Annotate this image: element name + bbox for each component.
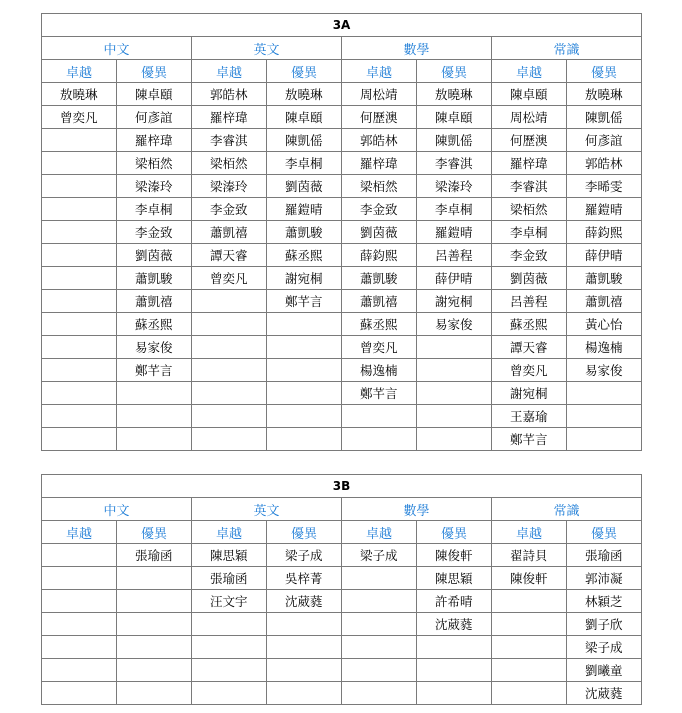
student-name-cell: [342, 613, 417, 636]
student-name-cell: [417, 382, 492, 405]
student-name-cell: [42, 336, 117, 359]
student-name-cell: [192, 613, 267, 636]
student-name-cell: 蘇丞熙: [342, 313, 417, 336]
student-name-cell: [192, 313, 267, 336]
student-name-cell: [42, 682, 117, 705]
award-level-merit: 優異: [117, 60, 192, 83]
student-name-cell: [192, 336, 267, 359]
student-name-cell: 謝宛桐: [492, 382, 567, 405]
student-name-cell: [342, 567, 417, 590]
student-name-cell: 黃心怡: [567, 313, 642, 336]
student-name-cell: [492, 659, 567, 682]
student-name-cell: [567, 405, 642, 428]
award-level-merit: 優異: [117, 521, 192, 544]
student-name-cell: 鄭芊言: [492, 428, 567, 451]
class-3a-award-table: [41, 13, 641, 451]
student-name-cell: 李金致: [117, 221, 192, 244]
student-name-cell: [342, 682, 417, 705]
student-name-cell: 李卓桐: [267, 152, 342, 175]
table-row: [42, 590, 642, 613]
student-name-cell: [192, 382, 267, 405]
class-name: 3B: [42, 475, 642, 498]
student-name-cell: 李卓桐: [417, 198, 492, 221]
student-name-cell: 劉茵薇: [267, 175, 342, 198]
student-name-cell: 陳思穎: [192, 544, 267, 567]
student-name-cell: [42, 405, 117, 428]
table-row: [42, 405, 642, 428]
student-name-cell: [192, 405, 267, 428]
student-name-cell: [42, 590, 117, 613]
student-name-cell: [117, 636, 192, 659]
student-name-cell: [42, 382, 117, 405]
student-name-cell: 梁子成: [567, 636, 642, 659]
student-name-cell: 陳俊軒: [417, 544, 492, 567]
subject-header: 英文: [192, 37, 342, 60]
student-name-cell: 陳卓頤: [117, 83, 192, 106]
table-row: [42, 428, 642, 451]
student-name-cell: [342, 405, 417, 428]
student-name-cell: [117, 590, 192, 613]
student-name-cell: [267, 405, 342, 428]
student-name-cell: [42, 152, 117, 175]
award-level-distinction: 卓越: [492, 60, 567, 83]
student-name-cell: 林穎芝: [567, 590, 642, 613]
student-name-cell: [42, 613, 117, 636]
award-level-row: [42, 60, 642, 83]
student-name-cell: [567, 428, 642, 451]
award-level-distinction: 卓越: [192, 521, 267, 544]
award-level-distinction: 卓越: [492, 521, 567, 544]
student-name-cell: 楊逸楠: [342, 359, 417, 382]
student-name-cell: [267, 359, 342, 382]
student-name-cell: 張瑜函: [117, 544, 192, 567]
student-name-cell: 蕭凱禧: [567, 290, 642, 313]
award-level-distinction: 卓越: [342, 521, 417, 544]
student-name-cell: [42, 359, 117, 382]
student-name-cell: [417, 636, 492, 659]
student-name-cell: 呂善程: [492, 290, 567, 313]
award-level-merit: 優異: [567, 60, 642, 83]
student-name-cell: [267, 636, 342, 659]
class-header-row: [42, 475, 642, 498]
table-row: [42, 682, 642, 705]
student-name-cell: 沈葳蕤: [417, 613, 492, 636]
student-name-cell: 敖曉琳: [567, 83, 642, 106]
student-name-cell: 王嘉瑜: [492, 405, 567, 428]
student-name-cell: 梁溱玲: [117, 175, 192, 198]
student-name-cell: [417, 405, 492, 428]
student-name-cell: 劉茵薇: [117, 244, 192, 267]
table-row: [42, 636, 642, 659]
student-name-cell: 李卓桐: [492, 221, 567, 244]
student-name-cell: 何彥誼: [567, 129, 642, 152]
student-name-cell: 郭皓林: [342, 129, 417, 152]
table-row: [42, 313, 642, 336]
class-3b-award-table: [41, 474, 641, 705]
student-name-cell: [342, 636, 417, 659]
student-name-cell: [42, 544, 117, 567]
student-name-cell: 蘇丞熙: [267, 244, 342, 267]
award-level-distinction: 卓越: [192, 60, 267, 83]
student-name-cell: 譚天睿: [192, 244, 267, 267]
table-row: [42, 198, 642, 221]
student-name-cell: 劉曦童: [567, 659, 642, 682]
student-name-cell: [417, 359, 492, 382]
student-name-cell: 劉子欣: [567, 613, 642, 636]
award-level-merit: 優異: [417, 521, 492, 544]
student-name-cell: 劉茵薇: [342, 221, 417, 244]
student-name-cell: 周松靖: [492, 106, 567, 129]
student-name-cell: 陳凱傜: [567, 106, 642, 129]
student-name-cell: 蕭凱駿: [342, 267, 417, 290]
award-table: [41, 474, 642, 705]
student-name-cell: 梁栢然: [342, 175, 417, 198]
student-name-cell: 劉茵薇: [492, 267, 567, 290]
student-name-cell: [42, 428, 117, 451]
table-row: [42, 221, 642, 244]
class-header-row: [42, 14, 642, 37]
student-name-cell: 薛鈞熙: [342, 244, 417, 267]
student-name-cell: 謝宛桐: [417, 290, 492, 313]
award-level-distinction: 卓越: [42, 60, 117, 83]
student-name-cell: 薛鈞熙: [567, 221, 642, 244]
student-name-cell: 梁子成: [342, 544, 417, 567]
student-name-cell: [417, 659, 492, 682]
student-name-cell: 曾奕凡: [492, 359, 567, 382]
student-name-cell: 羅梓瑋: [117, 129, 192, 152]
student-name-cell: 薛伊晴: [567, 244, 642, 267]
student-name-cell: 李金致: [342, 198, 417, 221]
student-name-cell: [342, 428, 417, 451]
student-name-cell: [192, 682, 267, 705]
student-name-cell: 張瑜函: [567, 544, 642, 567]
student-name-cell: [417, 428, 492, 451]
student-name-cell: [42, 290, 117, 313]
student-name-cell: 楊逸楠: [567, 336, 642, 359]
subject-header: 中文: [42, 498, 192, 521]
student-name-cell: [492, 682, 567, 705]
student-name-cell: [267, 313, 342, 336]
student-name-cell: 李睿淇: [417, 152, 492, 175]
student-name-cell: 李金致: [192, 198, 267, 221]
student-name-cell: [117, 659, 192, 682]
student-name-cell: [567, 382, 642, 405]
student-name-cell: 羅梓瑋: [492, 152, 567, 175]
student-name-cell: [117, 567, 192, 590]
student-name-cell: 陳卓頤: [492, 83, 567, 106]
table-row: [42, 129, 642, 152]
table-row: [42, 336, 642, 359]
student-name-cell: [417, 336, 492, 359]
student-name-cell: [42, 244, 117, 267]
subject-header: 數學: [342, 498, 492, 521]
student-name-cell: 蘇丞熙: [117, 313, 192, 336]
student-name-cell: [42, 198, 117, 221]
table-row: [42, 359, 642, 382]
table-row: [42, 267, 642, 290]
student-name-cell: [42, 175, 117, 198]
student-name-cell: 易家俊: [567, 359, 642, 382]
student-name-cell: [342, 659, 417, 682]
student-name-cell: 梁溱玲: [417, 175, 492, 198]
student-name-cell: 易家俊: [117, 336, 192, 359]
class-name: 3A: [42, 14, 642, 37]
student-name-cell: 沈葳蕤: [567, 682, 642, 705]
student-name-cell: [117, 382, 192, 405]
subject-header: 常識: [492, 37, 642, 60]
table-row: [42, 152, 642, 175]
student-name-cell: 何歷澳: [492, 129, 567, 152]
student-name-cell: 陳卓頤: [417, 106, 492, 129]
student-name-cell: 郭皓林: [192, 83, 267, 106]
table-row: [42, 567, 642, 590]
student-name-cell: 呂善程: [417, 244, 492, 267]
student-name-cell: [192, 428, 267, 451]
student-name-cell: 李睿淇: [492, 175, 567, 198]
student-name-cell: 羅鎧晴: [267, 198, 342, 221]
student-name-cell: 敖曉琳: [267, 83, 342, 106]
award-level-merit: 優異: [417, 60, 492, 83]
award-level-distinction: 卓越: [342, 60, 417, 83]
subject-header: 英文: [192, 498, 342, 521]
student-name-cell: 蕭凱禧: [117, 290, 192, 313]
student-name-cell: 曾奕凡: [342, 336, 417, 359]
student-name-cell: 李睿淇: [192, 129, 267, 152]
student-name-cell: 陳凱傜: [267, 129, 342, 152]
student-name-cell: 李金致: [492, 244, 567, 267]
student-name-cell: 汪文宇: [192, 590, 267, 613]
student-name-cell: [192, 636, 267, 659]
student-name-cell: 何彥誼: [117, 106, 192, 129]
student-name-cell: [342, 590, 417, 613]
student-name-cell: [192, 290, 267, 313]
table-row: [42, 613, 642, 636]
student-name-cell: 何歷澳: [342, 106, 417, 129]
student-name-cell: 翟詩貝: [492, 544, 567, 567]
table-row: [42, 175, 642, 198]
student-name-cell: [267, 336, 342, 359]
award-level-merit: 優異: [267, 60, 342, 83]
student-name-cell: 易家俊: [417, 313, 492, 336]
student-name-cell: 曾奕凡: [42, 106, 117, 129]
subject-header: 常識: [492, 498, 642, 521]
student-name-cell: 羅鎧晴: [417, 221, 492, 244]
student-name-cell: 陳凱傜: [417, 129, 492, 152]
award-level-row: [42, 521, 642, 544]
student-name-cell: 鄭芊言: [342, 382, 417, 405]
student-name-cell: [117, 682, 192, 705]
student-name-cell: 蘇丞熙: [492, 313, 567, 336]
subject-header: 數學: [342, 37, 492, 60]
table-row: [42, 290, 642, 313]
student-name-cell: [492, 590, 567, 613]
student-name-cell: 沈葳蕤: [267, 590, 342, 613]
student-name-cell: 梁栢然: [192, 152, 267, 175]
student-name-cell: [42, 636, 117, 659]
student-name-cell: [267, 682, 342, 705]
student-name-cell: 陳俊軒: [492, 567, 567, 590]
table-row: [42, 544, 642, 567]
student-name-cell: 梁栢然: [117, 152, 192, 175]
student-name-cell: 梁子成: [267, 544, 342, 567]
student-name-cell: 鄭芊言: [117, 359, 192, 382]
table-row: [42, 382, 642, 405]
student-name-cell: 曾奕凡: [192, 267, 267, 290]
student-name-cell: [192, 359, 267, 382]
student-name-cell: 羅鎧晴: [567, 198, 642, 221]
student-name-cell: 吳梓菁: [267, 567, 342, 590]
table-row: [42, 106, 642, 129]
student-name-cell: [117, 613, 192, 636]
award-level-merit: 優異: [567, 521, 642, 544]
student-name-cell: [267, 613, 342, 636]
student-name-cell: 陳思穎: [417, 567, 492, 590]
student-name-cell: [267, 382, 342, 405]
student-name-cell: 蕭凱禧: [342, 290, 417, 313]
award-level-merit: 優異: [267, 521, 342, 544]
student-name-cell: 郭皓林: [567, 152, 642, 175]
subject-header: 中文: [42, 37, 192, 60]
award-level-distinction: 卓越: [42, 521, 117, 544]
student-name-cell: 梁溱玲: [192, 175, 267, 198]
student-name-cell: 郭沛凝: [567, 567, 642, 590]
student-name-cell: [42, 659, 117, 682]
student-name-cell: 許希晴: [417, 590, 492, 613]
student-name-cell: 羅梓瑋: [342, 152, 417, 175]
student-name-cell: 譚天睿: [492, 336, 567, 359]
student-name-cell: 蕭凱駿: [567, 267, 642, 290]
student-name-cell: [492, 613, 567, 636]
student-name-cell: [42, 313, 117, 336]
subject-header-row: [42, 37, 642, 60]
student-name-cell: 鄭芊言: [267, 290, 342, 313]
student-name-cell: [42, 129, 117, 152]
student-name-cell: [117, 428, 192, 451]
student-name-cell: [267, 659, 342, 682]
student-name-cell: 薛伊晴: [417, 267, 492, 290]
student-name-cell: 蕭凱駿: [267, 221, 342, 244]
student-name-cell: [267, 428, 342, 451]
subject-header-row: [42, 498, 642, 521]
student-name-cell: [42, 267, 117, 290]
student-name-cell: 周松靖: [342, 83, 417, 106]
student-name-cell: 羅梓瑋: [192, 106, 267, 129]
student-name-cell: 李晞雯: [567, 175, 642, 198]
student-name-cell: [117, 405, 192, 428]
student-name-cell: [192, 659, 267, 682]
student-name-cell: [42, 221, 117, 244]
student-name-cell: 李卓桐: [117, 198, 192, 221]
student-name-cell: 敖曉琳: [42, 83, 117, 106]
student-name-cell: 陳卓頤: [267, 106, 342, 129]
student-name-cell: 敖曉琳: [417, 83, 492, 106]
student-name-cell: 梁栢然: [492, 198, 567, 221]
table-row: [42, 244, 642, 267]
table-row: [42, 83, 642, 106]
student-name-cell: [417, 682, 492, 705]
student-name-cell: 謝宛桐: [267, 267, 342, 290]
award-table: [41, 13, 642, 451]
student-name-cell: [42, 567, 117, 590]
table-row: [42, 659, 642, 682]
student-name-cell: 蕭凱駿: [117, 267, 192, 290]
student-name-cell: 蕭凱禧: [192, 221, 267, 244]
student-name-cell: 張瑜函: [192, 567, 267, 590]
student-name-cell: [492, 636, 567, 659]
